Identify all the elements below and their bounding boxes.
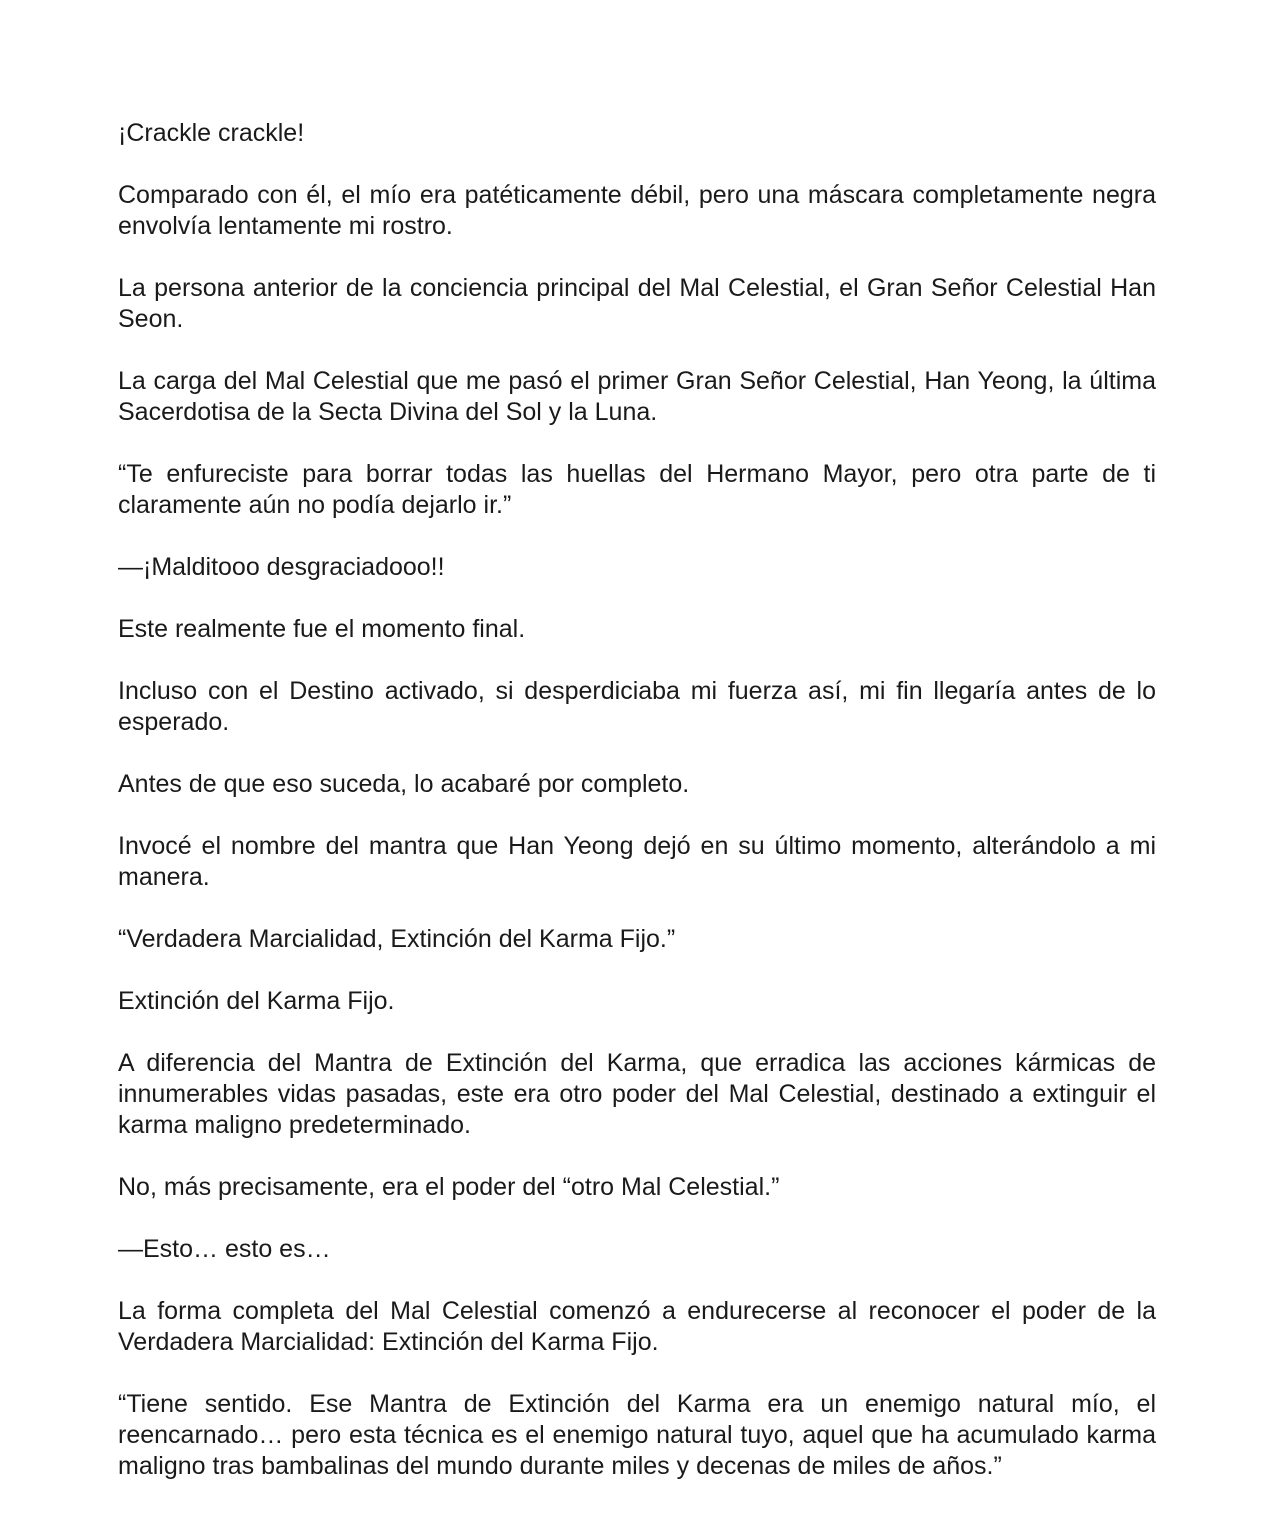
paragraph: La carga del Mal Celestial que me pasó el primer Gran Señor Celestial, Han Yeong, la última Sacerdotisa de la Secta Divina del Sol y la Luna. bbox=[118, 367, 1156, 426]
paragraph: La forma completa del Mal Celestial comenzó a endurecerse al reconocer el poder de la Verdadera Marcialidad: Extinción del Karma Fijo. bbox=[118, 1297, 1156, 1356]
text-body bbox=[118, 118, 1156, 1513]
paragraph: —¡Malditooo desgraciadooo!! bbox=[118, 553, 445, 581]
paragraph: Antes de que eso suceda, lo acabaré por completo. bbox=[118, 770, 690, 798]
paragraph: ¡Crackle crackle! bbox=[118, 119, 305, 147]
paragraph: “Verdadera Marcialidad, Extinción del Karma Fijo.” bbox=[118, 925, 676, 953]
paragraph: Incluso con el Destino activado, si desperdiciaba mi fuerza así, mi fin llegaría antes de lo esperado. bbox=[118, 677, 1156, 736]
paragraph: —Esto… esto es… bbox=[118, 1235, 331, 1263]
paragraph: “Tiene sentido. Ese Mantra de Extinción del Karma era un enemigo natural mío, el reencarnado… pero esta técnica es el enemigo natural tuyo, aquel que ha acumulado karma maligno tras bambalinas del mundo durante miles y decenas de miles de años.” bbox=[118, 1390, 1156, 1480]
paragraph: Comparado con él, el mío era patéticamente débil, pero una máscara completamente negra envolvía lentamente mi rostro. bbox=[118, 181, 1156, 240]
paragraph: A diferencia del Mantra de Extinción del Karma, que erradica las acciones kármicas de innumerables vidas pasadas, este era otro poder del Mal Celestial, destinado a extinguir el karma maligno predeterminado. bbox=[118, 1049, 1156, 1139]
paragraph: Este realmente fue el momento final. bbox=[118, 615, 526, 643]
paragraph: Invocé el nombre del mantra que Han Yeong dejó en su último momento, alterándolo a mi manera. bbox=[118, 832, 1156, 891]
paragraph: Extinción del Karma Fijo. bbox=[118, 987, 395, 1015]
paragraph: No, más precisamente, era el poder del “otro Mal Celestial.” bbox=[118, 1173, 780, 1201]
paragraph: La persona anterior de la conciencia principal del Mal Celestial, el Gran Señor Celestial Han Seon. bbox=[118, 274, 1156, 333]
paragraph: “Te enfureciste para borrar todas las huellas del Hermano Mayor, pero otra parte de ti claramente aún no podía dejarlo ir.” bbox=[118, 460, 1156, 519]
